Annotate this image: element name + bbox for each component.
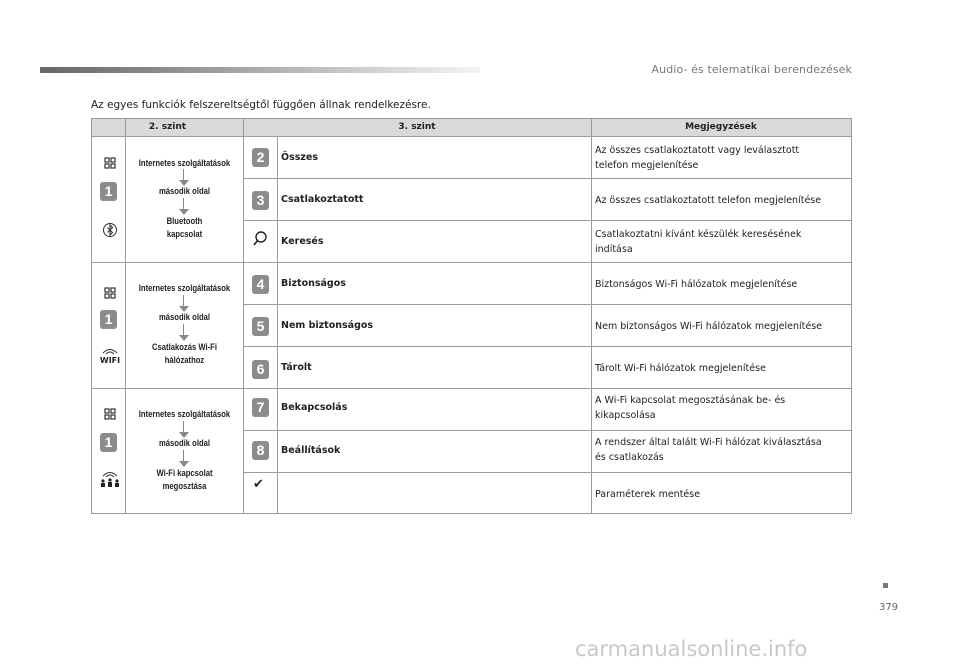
grid-icon bbox=[102, 285, 118, 301]
path-second-page: második oldal bbox=[158, 186, 211, 196]
row-divider bbox=[243, 472, 851, 473]
note-line2: telefon megjelenítése bbox=[595, 160, 699, 171]
step-badge: 3 bbox=[252, 191, 269, 210]
row-divider bbox=[243, 178, 851, 179]
watermark: carmanualsonline.info bbox=[575, 637, 808, 661]
note-line1: Tárolt Wi-Fi hálózatok megjelenítése bbox=[595, 363, 766, 374]
step-badge: 7 bbox=[252, 398, 269, 417]
group-divider bbox=[92, 262, 851, 263]
note-line1: A rendszer által talált Wi-Fi hálózat kiválasztása bbox=[595, 437, 822, 448]
header-notes: Megjegyzések bbox=[685, 122, 757, 132]
step-badge: 2 bbox=[252, 148, 269, 167]
wifi-label: WIFI bbox=[99, 356, 121, 365]
note-line2: és csatlakozás bbox=[595, 452, 664, 463]
path-target-line1: Wi-Fi kapcsolat bbox=[156, 468, 213, 478]
path-internet-services: Internetes szolgáltatások bbox=[138, 409, 231, 419]
step-badge: 1 bbox=[100, 182, 117, 201]
path-second-page: második oldal bbox=[158, 438, 211, 448]
functions-table bbox=[91, 118, 852, 514]
level3-label: Nem biztonságos bbox=[281, 320, 374, 331]
note-line1: A Wi-Fi kapcsolat megosztásának be- és bbox=[595, 395, 786, 406]
level3-label: Beállítások bbox=[281, 445, 341, 456]
grid-icon bbox=[102, 406, 118, 422]
note-line1: Nem biztonságos Wi-Fi hálózatok megjelenítése bbox=[595, 321, 822, 332]
column-divider bbox=[277, 136, 278, 513]
path-target-line2: megosztása bbox=[162, 481, 207, 491]
down-arrow-icon bbox=[178, 198, 190, 216]
header-level3: 3. szint bbox=[398, 122, 436, 132]
step-badge: 6 bbox=[252, 360, 269, 379]
note-line1: Csatlakoztatni kívánt készülék keresésének bbox=[595, 229, 802, 240]
path-second-page: második oldal bbox=[158, 312, 211, 322]
search-icon bbox=[251, 230, 269, 248]
table-header-row bbox=[92, 119, 851, 137]
group-divider bbox=[92, 388, 851, 389]
note-line1: Az összes csatlakoztatott vagy leválasztott bbox=[595, 145, 800, 156]
note-line1: Paraméterek mentése bbox=[595, 489, 701, 500]
path-target-line2: kapcsolat bbox=[166, 229, 203, 239]
path-target-line1: Csatlakozás Wi-Fi bbox=[152, 342, 217, 352]
grid-icon bbox=[102, 155, 118, 171]
row-divider bbox=[243, 430, 851, 431]
step-badge: 8 bbox=[252, 441, 269, 460]
path-target-line1: Bluetooth bbox=[166, 216, 203, 226]
note-line2: kikapcsolása bbox=[595, 410, 656, 421]
step-badge: 1 bbox=[100, 310, 117, 329]
level3-label: Biztonságos bbox=[281, 278, 346, 289]
down-arrow-icon bbox=[178, 450, 190, 468]
step-badge: 4 bbox=[252, 275, 269, 294]
header-level2: 2. szint bbox=[148, 122, 187, 132]
row-divider bbox=[243, 304, 851, 305]
path-target-line2: hálózathoz bbox=[164, 355, 205, 365]
note-line1: Az összes csatlakoztatott telefon megjelenítése bbox=[595, 195, 822, 206]
bluetooth-icon bbox=[102, 222, 118, 238]
page-number: 379 bbox=[879, 602, 899, 613]
checkmark-icon: ✔ bbox=[253, 477, 264, 492]
level3-label: Bekapcsolás bbox=[281, 402, 348, 413]
column-divider bbox=[125, 119, 126, 513]
level3-label: Összes bbox=[281, 152, 319, 163]
step-badge: 1 bbox=[100, 433, 117, 452]
wifi-icon bbox=[100, 346, 120, 356]
level3-label: Csatlakoztatott bbox=[281, 194, 364, 205]
down-arrow-icon bbox=[178, 324, 190, 342]
row-divider bbox=[243, 346, 851, 347]
path-internet-services: Internetes szolgáltatások bbox=[138, 283, 231, 293]
path-internet-services: Internetes szolgáltatások bbox=[138, 158, 231, 168]
note-line1: Biztonságos Wi-Fi hálózatok megjelenítése bbox=[595, 279, 798, 290]
note-line2: indítása bbox=[595, 244, 633, 255]
row-divider bbox=[243, 220, 851, 221]
level3-label: Tárolt bbox=[281, 362, 312, 373]
header-gradient-bar bbox=[40, 67, 480, 73]
step-badge: 5 bbox=[252, 317, 269, 336]
intro-text: Az egyes funkciók felszereltségtől függően állnak rendelkezésre. bbox=[91, 99, 431, 111]
section-title: Audio- és telematikai berendezések bbox=[651, 63, 852, 76]
page-marker bbox=[883, 583, 888, 588]
hotspot-icon bbox=[99, 469, 121, 489]
level3-label: Keresés bbox=[281, 236, 324, 247]
